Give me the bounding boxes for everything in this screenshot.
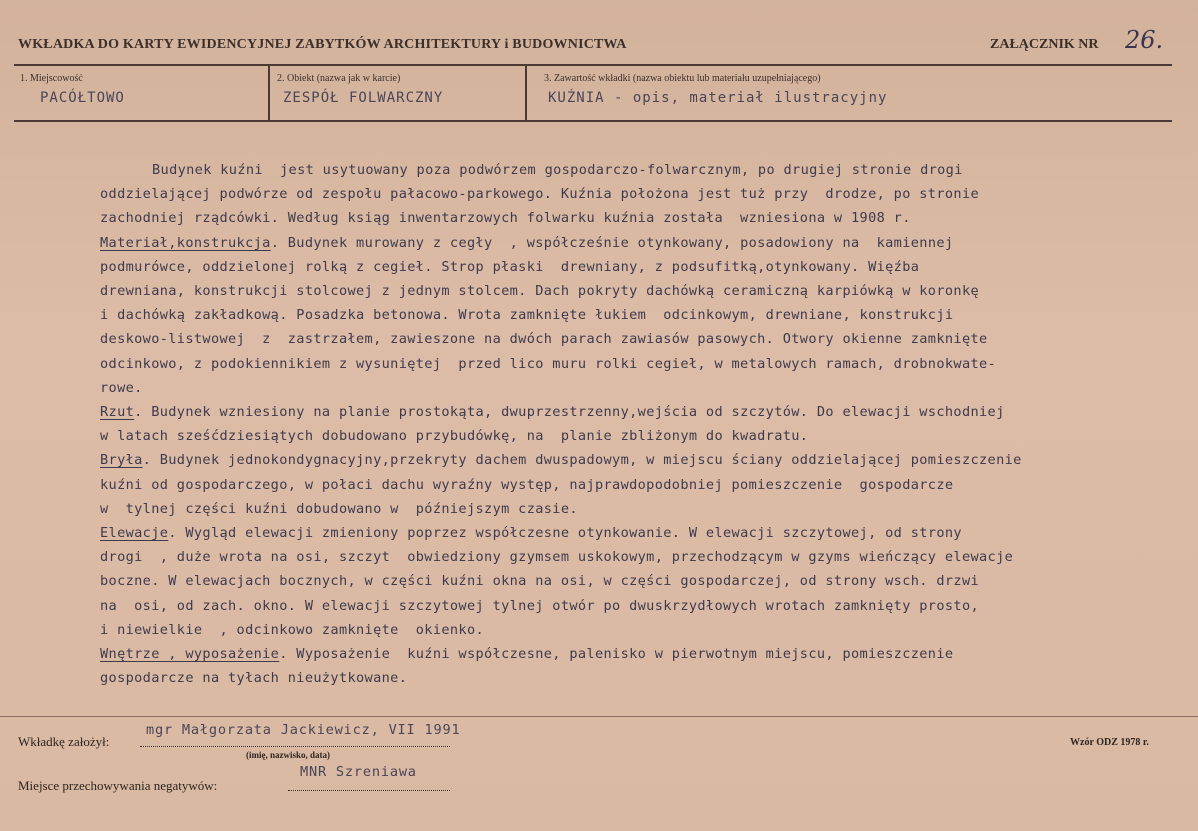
section-elevations-line-1: Elewacje. Wygląd elewacji zmieniony poprzez współczesne otynkowanie. W elewacji szczytowej, od strony — [100, 525, 962, 542]
section-heading-elevations: Elewacje — [100, 525, 169, 542]
storage-value: MNR Szreniawa — [300, 764, 417, 780]
section-plan-line-2: w latach sześćdziesiątych dobudowano przybudówkę, na planie zbliżonym do kwadratu. — [100, 428, 809, 445]
section-plan-line-1: Rzut. Budynek wzniesiony na planie prostokąta, dwuprzestrzenny,wejścia od szczytów. Do elewacji wschodniej — [100, 404, 1005, 421]
form-title: WKŁADKA DO KARTY EWIDENCYJNEJ ZABYTKÓW ARCHITEKTURY i BUDOWNICTWA — [18, 37, 627, 52]
section-material-line-5: deskowo-listwowej z zastrzałem, zawieszone na dwóch parach zawiasów pasowych. Otwory okienne zamknięte — [100, 331, 988, 348]
section-elevations-line-2: drogi , duże wrota na osi, szczyt obwiedziony gzymsem uskokowym, przechodzącym w gzyms wieńczący elewacje — [100, 549, 1014, 566]
section-elevations-line-4: na osi, od zach. okno. W elewacji szczytowej tylnej otwór po dwuskrzydłowych wrotach zamknięty prosto, — [100, 597, 980, 614]
author-hint: (imię, nazwisko, data) — [246, 750, 330, 760]
section-material-line-4: i dachówką zakładkową. Posadzka betonowa. Wrota zamknięte łukiem odcinkowym, drewniane, konstrukcji — [100, 307, 954, 324]
storage-dotted-line — [288, 790, 450, 791]
section-massing-line-2: kuźni od gospodarczego, w połaci dachu wyraźny występ, najprawdopodobniej pomieszczenie gospodarcze — [100, 476, 954, 493]
author-value: mgr Małgorzata Jackiewicz, VII 1991 — [146, 722, 461, 738]
annex-number: 26. — [1125, 26, 1164, 54]
section-material-line-1: Materiał,konstrukcja. Budynek murowany z cegły , współcześnie otynkowany, posadowiony na kamiennej — [100, 234, 954, 251]
intro-line-2: oddzielającej podwórze od zespołu pałacowo-parkowego. Kuźnia położona jest tuż przy drodze, po stronie — [100, 186, 980, 203]
storage-label: Miejsce przechowywania negatywów: — [18, 778, 218, 793]
intro-line-3: zachodniej rządcówki. Według ksiąg inwentarzowych folwarku kuźnia została wzniesiona w 1908 r. — [100, 210, 911, 227]
section-heading-interior: Wnętrze , wyposażenie — [100, 646, 280, 663]
section-elevations-line-5: i niewielkie , odcinkowo zamknięte okienko. — [100, 621, 485, 638]
author-dotted-line — [140, 746, 450, 747]
header-top-rule — [14, 64, 1172, 66]
section-heading-plan: Rzut — [100, 404, 135, 421]
field-label-locality: 1. Miejscowość — [20, 73, 83, 84]
intro-line-1: Budynek kuźni jest usytuowany poza podwórzem gospodarczo-folwarcznym, po drugiej stronie drogi — [152, 162, 963, 178]
field-value-contents: KUŹNIA - opis, materiał ilustracyjny — [548, 90, 888, 106]
header-bottom-rule — [14, 120, 1172, 122]
author-label: Wkładkę założył: — [18, 734, 110, 749]
annex-label: ZAŁĄCZNIK NR — [990, 37, 1099, 52]
field-value-locality: PACÓŁTOWO — [40, 90, 125, 106]
form-model: Wzór ODZ 1978 r. — [1070, 737, 1149, 748]
section-material-line-6: odcinkowo, z podokiennikiem z wysuniętej przed lico muru rolki cegieł, w metalowych ramach, drobnokwate- — [100, 355, 997, 372]
section-material-line-7: rowe. — [100, 379, 143, 396]
footer-top-rule — [0, 716, 1198, 717]
section-elevations-line-3: boczne. W elewacjach bocznych, w części kuźni okna na osi, w części gospodarczej, od strony wsch. drzwi — [100, 573, 980, 590]
field-divider-2 — [525, 66, 527, 122]
field-divider-1 — [268, 66, 270, 122]
section-heading-massing: Bryła — [100, 452, 143, 469]
section-heading-material: Materiał,konstrukcja — [100, 234, 271, 251]
section-material-line-2: podmurówce, oddzielonej rolką z cegieł. Strop płaski drewniany, z podsufitką,otynkowany. Więźba — [100, 258, 920, 275]
description-text — [100, 158, 1192, 690]
section-massing-line-3: w tylnej części kuźni dobudowano w późniejszym czasie. — [100, 500, 578, 517]
field-label-object: 2. Obiekt (nazwa jak w karcie) — [277, 73, 401, 84]
field-value-object: ZESPÓŁ FOLWARCZNY — [283, 90, 444, 106]
section-material-line-3: drewniana, konstrukcji stolcowej z jednym stolcem. Dach pokryty dachówką ceramiczną karpiówką w koronkę — [100, 283, 980, 300]
section-massing-line-1: Bryła. Budynek jednokondygnacyjny,przekryty dachem dwuspadowym, w miejscu ściany oddzielającej pomieszczenie — [100, 452, 1022, 469]
section-interior-line-2: gospodarcze na tyłach nieużytkowane. — [100, 670, 408, 687]
field-label-contents: 3. Zawartość wkładki (nazwa obiektu lub materiału uzupełniającego) — [544, 73, 821, 84]
section-interior-line-1: Wnętrze , wyposażenie. Wyposażenie kuźni współczesne, palenisko w pierwotnym miejscu, pomieszczenie — [100, 646, 954, 663]
